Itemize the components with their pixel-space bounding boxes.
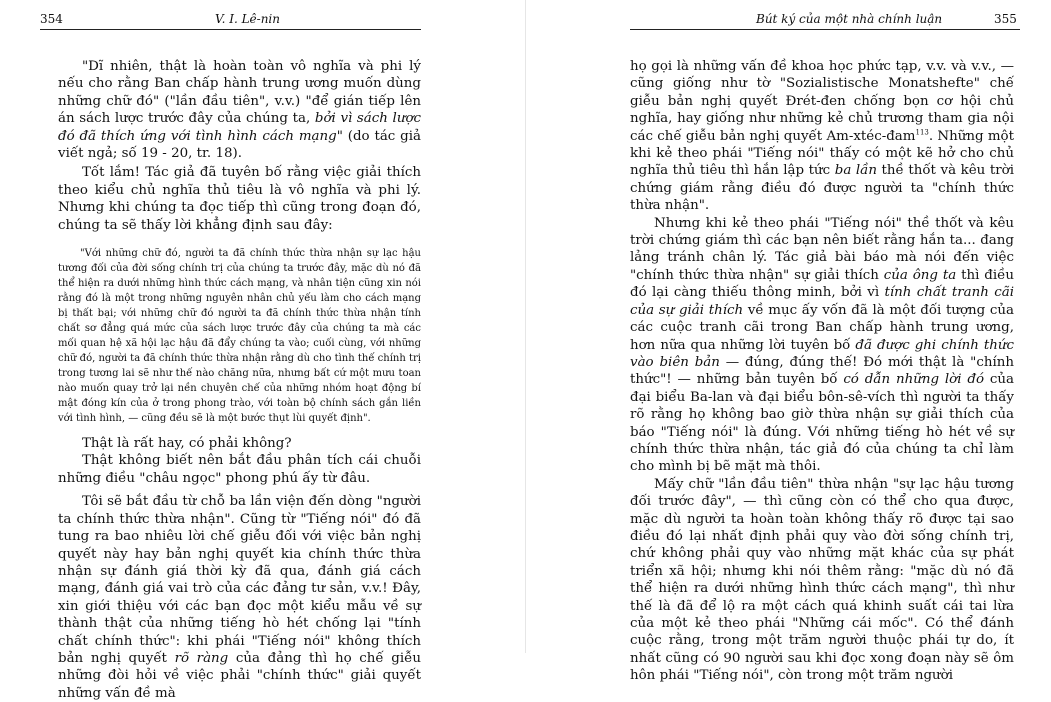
right-running-head: Bút ký của một nhà chính luận: [756, 12, 943, 26]
right-page-header: [526, 12, 1051, 28]
left-running-head: V. I. Lê-nin: [215, 12, 280, 26]
paragraph: Nhưng khi kẻ theo phái "Tiếng nói" thề thốt và kêu trời chứng giám thì các bạn nên biết rằng hắn ta... đang lảng tránh chân lý. Tác giả bài báo mà nói đến việc "chính thức thừa nhận" sự giải thích của ông ta thì điều đó lại càng thiếu thông minh, bởi vì tính chất tranh cãi của sự giải thích về mục ấy vốn đã là một đối tượng của các cuộc tranh cãi trong Ban chấp hành trung ương, hơn nữa qua những lời tuyên bố đã được ghi chính thức vào biên bản — đúng, đúng thế! Đó mới thật là "chính thức"! — những bản tuyên bố có dẫn những lời đó của đại biểu Ba-lan và đại biểu bôn-sê-vích thì người ta thấy rõ rằng họ không bao giờ thừa nhận sự giải thích của báo "Tiếng nói" là đúng. Với những tiếng hò hét về sự chính thức thừa nhận, tác giả đó của chúng ta chỉ làm cho mình bị bẽ mặt mà thôi.: [630, 215, 1015, 475]
right-page-number: 355: [994, 12, 1017, 26]
paragraph: Thật không biết nên bắt đầu phân tích cái chuỗi những điều "châu ngọc" phong phú ấy từ đâu.: [58, 453, 421, 486]
left-page-number: 354: [40, 12, 63, 26]
left-header-rule: [40, 29, 421, 30]
left-page: [0, 0, 525, 701]
right-header-rule: [630, 29, 1020, 30]
block-quote: "Với những chữ đó, người ta đã chính thức thừa nhận sự lạc hậu tương đối của đời sống chính trị của chúng ta trước đây, mặc dù nó đã thể hiện ra dưới những hình thức cách mạng, và nhân tiện cũng xin nói rằng đó là một trong những nguyên nhân chủ yếu làm cho cách mạng bị thất bại; với những chữ đó người ta đã chính thức thừa nhận tính chất sơ đẳng quá mức của sách lược trước đây của chúng ta mà các mối quan hệ xã hội lạc hậu đã đẩy chúng ta vào; cuối cùng, với những chữ đó, người ta đã chính thức thừa nhận rằng dù cho tình thế chính trị trong tương lai sẽ như thế nào chăng nữa, nhưng bất cứ một mưu toan nào muốn quay trở lại nền chuyên chế của những nhóm hoạt động bí mật đóng kín của ở trong phong trào, với toàn bộ chính sách gắn liền với tình hình, — cũng đều sẽ là một bước thụt lùi quyết định".: [58, 248, 421, 425]
left-page-body: [58, 58, 421, 702]
right-page: [526, 0, 1051, 684]
paragraph: Thật là rất hay, có phải không?: [82, 436, 292, 452]
paragraph: Mấy chữ "lần đầu tiên" thừa nhận "sự lạc hậu tương đối trước đây", — thì cũng còn có thể cho qua được, mặc dù người ta hoàn toàn không thấy rõ được tại sao điều đó lại nhất định phải quy vào đời sống chính trị, chứ không phải quy vào những mặt khác của sự phát triển xã hội; nhưng khi nói thêm rằng: "mặc dù nó đã thể hiện ra dưới những hình thức cách mạng", thì như thế là đã để lộ ra một cách quá khinh suất cái tai lừa của một kẻ theo phái "Những cái mốc". Có thể đánh cuộc rằng, trong một trăm người thuộc phái tự do, ít nhất cũng có 90 người sau khi đọc xong đoạn này sẽ ôm hôn phái "Tiếng nói", còn trong một trăm người: [630, 476, 1014, 684]
paragraph: họ gọi là những vấn đề khoa học phức tạp, v.v. và v.v., — cũng giống như tờ "Sozialistische Monatshefte" chế giễu bản nghị quyết Đrét-đen chống bọn cơ hội chủ nghĩa, hay giống như những kẻ chủ trương tham gia nội các chế giễu bản nghị quyết Am-xtéc-đam$^{113}$. Những một khi kẻ theo phái "Tiếng nói" thấy có một kẽ hở cho chủ nghĩa thủ tiêu thì hắn lập tức ba lần thề thốt và kêu trời chứng giám rằng điều đó được người ta "chính thức thừa nhận".: [630, 59, 1014, 214]
right-page-body: [630, 58, 1014, 685]
paragraph: "Dĩ nhiên, thật là hoàn toàn vô nghĩa và phi lý nếu cho rằng Ban chấp hành trung ương muốn dùng những chữ đó" ("lần đầu tiên", v.v.) "để gián tiếp lên án sách lược trước đây của chúng ta, bởi vì sách lược đó đã thích ứng với tình hình cách mạng" (do tác giả viết ngả; số 19 - 20, tr. 18).: [58, 59, 422, 162]
paragraph: Tôi sẽ bắt đầu từ chỗ ba lần viện đến dòng "người ta chính thức thừa nhận". Cũng từ "Tiếng nói" đó đã tung ra bao nhiêu lời chế giễu đối với việc bản nghị quyết này hay bản nghị quyết kia chính thức thừa nhận sự đánh giá thời kỳ đã qua, đánh giá cách mạng, đánh giá vai trò của các đảng tư sản, v.v.! Đây, xin giới thiệu với các bạn đọc một kiểu mẫu về sự thành thật của những tiếng hò hét chống lại "tính chất chính thức": khi phái "Tiếng nói" không thích bản nghị quyết rõ ràng của đảng thì họ chế giễu những đòi hỏi về việc phải "chính thức" giải quyết những vấn đề mà: [58, 494, 421, 701]
paragraph: Tốt lắm! Tác giả đã tuyên bố rằng việc giải thích theo kiểu chủ nghĩa thủ tiêu là vô nghĩa và phi lý. Nhưng khi chúng ta đọc tiếp thì cũng trong đoạn đó, chúng ta sẽ thấy lời khẳng định sau đây:: [58, 165, 421, 233]
left-page-header: [0, 12, 525, 28]
